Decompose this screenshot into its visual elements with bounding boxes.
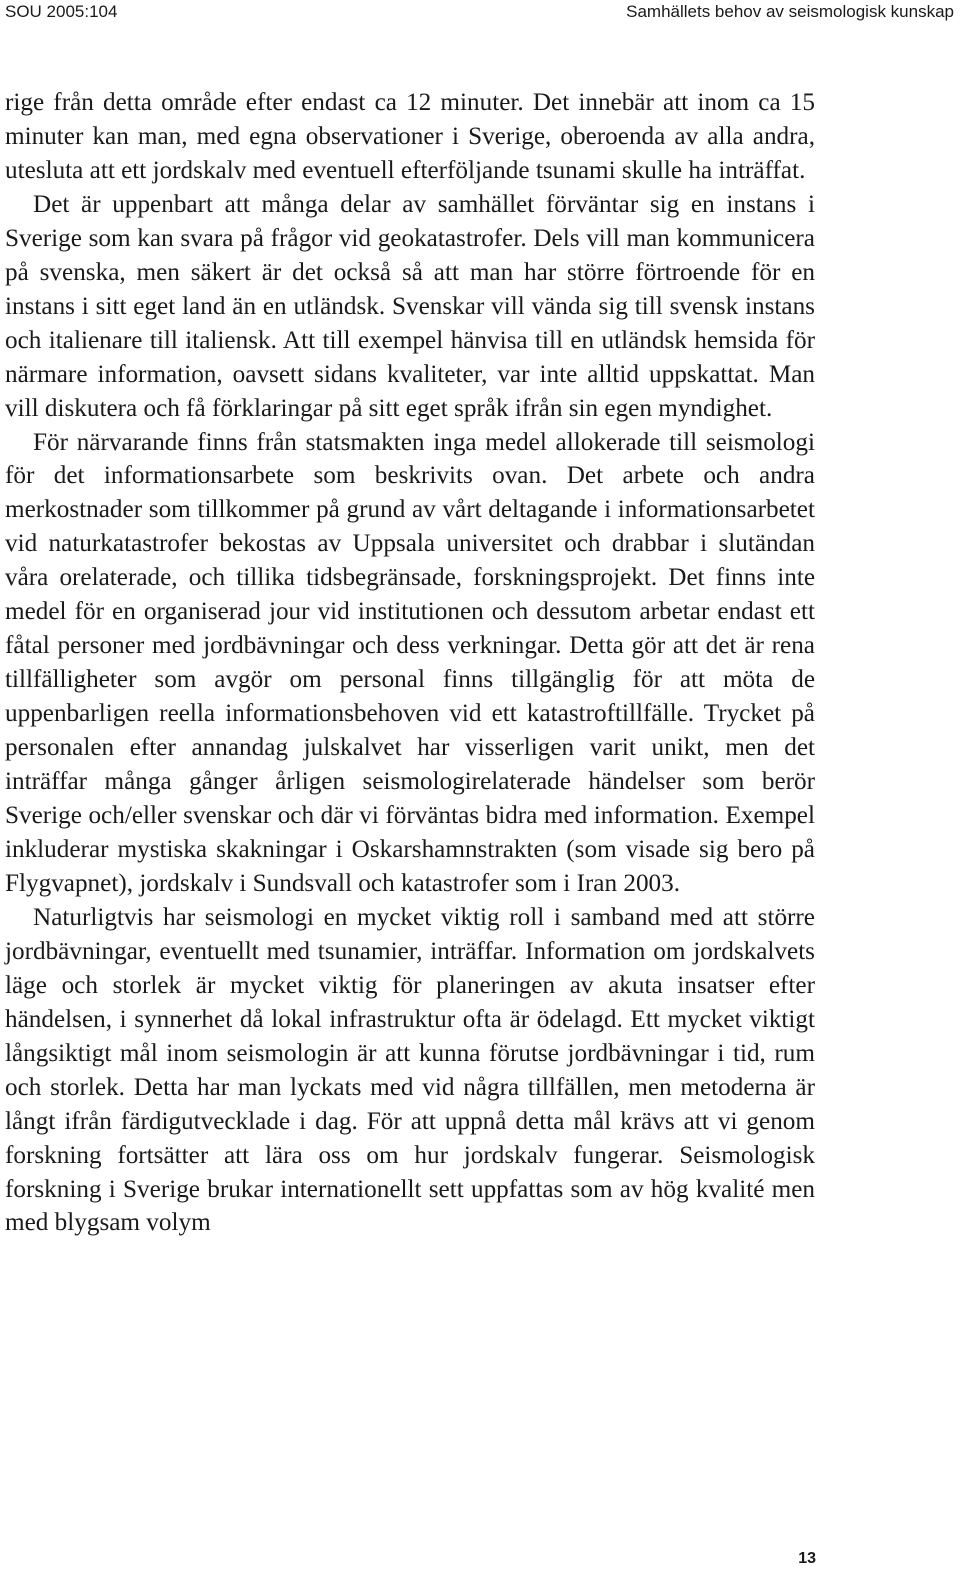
paragraph: Naturligtvis har seismologi en mycket viktig roll i samband med att större jordbävningar, eventuellt med tsunamier, inträffar. Information om jordskalvets läge och storlek är mycket viktig för planeringen av akuta insatser efter händelsen, i synnerhet då lokal infrastruktur ofta är ödelagd. Ett mycket viktigt långsiktigt mål inom seismologin är att kunna förutse jordbävningar i tid, rum och storlek. Detta har man lyckats med vid några tillfällen, men metoderna är långt ifrån färdigutvecklade i dag. För att uppnå detta mål krävs att vi genom forskning fortsätter att lära oss om hur jordskalv fungerar. Seismologisk forskning i Sverige brukar internationellt sett uppfattas som av hög kvalité men med blygsam volym — [5, 903, 815, 1237]
paragraph: rige från detta område efter endast ca 12 minuter. Det innebär att inom ca 15 minuter kan man, med egna observationer i Sverige, oberoenda av alla andra, utesluta att ett jordskalv med eventuell efterföljande tsunami skulle ha inträffat. — [5, 89, 815, 184]
page-header — [0, 0, 960, 24]
chapter-title: Samhällets behov av seismologisk kunskap — [626, 2, 954, 21]
paragraph: Det är uppenbart att många delar av samhället förväntar sig en instans i Sverige som kan svara på frågor vid geokatastrofer. Dels vill man kommunicera på svenska, men säkert är det också så att man har större förtroende för en instans i sitt eget land än en utländsk. Svenskar vill vända sig till svensk instans och italienare till italiensk. Att till exempel hänvisa till en utländsk hemsida för närmare information, oavsett sidans kvaliteter, var inte alltid uppskattat. Man vill diskutera och få förklaringar på sitt eget språk ifrån sin egen myndighet. — [5, 190, 815, 422]
page-number: 13 — [798, 1550, 816, 1567]
paragraph: För närvarande finns från statsmakten inga medel allokerade till seismologi för det informationsarbete som beskrivits ovan. Det arbete och andra merkostnader som tillkommer på grund av vårt deltagande i informationsarbetet vid naturkatastrofer bekostas av Uppsala universitet och drabbar i slutändan våra orelaterade, och tillika tidsbegränsade, forskningsprojekt. Det finns inte medel för en organiserad jour vid institutionen och dessutom arbetar endast ett fåtal personer med jordbävningar och dess verkningar. Detta gör att det är rena tillfälligheter som avgör om personal finns tillgänglig för att möta de uppenbarligen reella informationsbehoven vid ett katastroftillfälle. Trycket på personalen efter annandag julskalvet har visserligen varit unikt, men det inträffar många gånger årligen seismologirelaterade händelser som berör Sverige och/eller svenskar och där vi förväntas bidra med information. Exempel inkluderar mystiska skakningar i Oskarshamnstrakten (som visade sig bero på Flygvapnet), jordskalv i Sundsvall och katastrofer som i Iran 2003. — [5, 428, 815, 897]
body-text — [5, 86, 815, 1240]
report-reference: SOU 2005:104 — [5, 2, 118, 21]
